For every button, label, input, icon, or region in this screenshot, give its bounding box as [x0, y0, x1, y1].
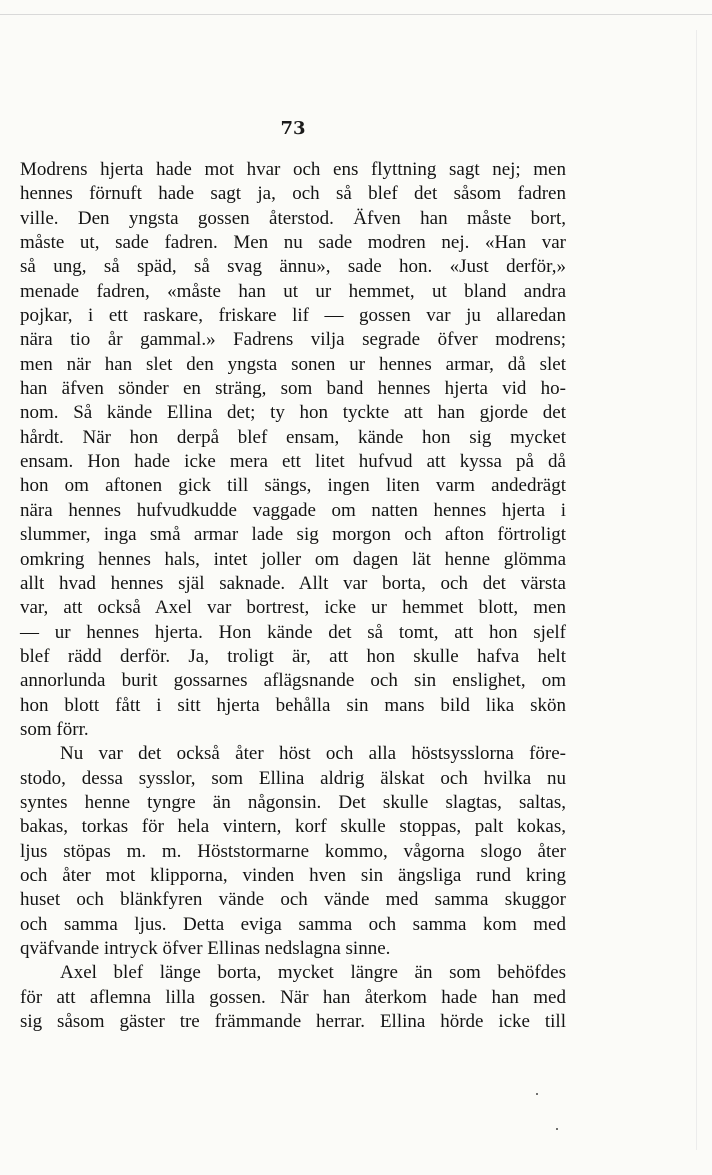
text-line: nära hennes hufvudkudde vaggade om natten hennes hjerta i	[20, 499, 566, 521]
text-line: syntes henne tyngre än någonsin. Det skulle slagtas, saltas,	[20, 791, 566, 813]
text-line: pojkar, i ett raskare, friskare lif — gossen var ju allaredan	[20, 305, 566, 327]
text-line: ljus stöpas m. m. Höststormarne kommo, vågorna slogo åter	[20, 840, 566, 862]
text-line: för att aflemna lilla gossen. När han återkom hade han med	[20, 986, 566, 1008]
paragraph-start-line: Nu var det också åter höst och alla höstsysslorna före-	[60, 743, 566, 765]
text-line: nära tio år gammal.» Fadrens vilja segrade öfver modrens;	[20, 329, 566, 351]
body-text	[20, 158, 566, 1034]
text-line: hennes förnuft hade sagt ja, och så blef det såsom fadren	[20, 183, 566, 205]
text-line: hårdt. När hon derpå blef ensam, kände hon sig mycket	[20, 426, 566, 448]
text-line: han äfven sönder en sträng, som band hennes hjerta vid ho-	[20, 378, 566, 400]
print-speck	[536, 1093, 538, 1095]
text-line: så ung, så späd, så svag ännu», sade hon. «Just derför,»	[20, 256, 566, 278]
text-line: huset och blänkfyren vände och vände med samma skuggor	[20, 889, 566, 911]
text-line: Modrens hjerta hade mot hvar och ens flyttning sagt nej; men	[20, 159, 566, 180]
text-line: omkring hennes hals, intet joller om dagen lät henne glömma	[20, 548, 566, 570]
text-line: sig såsom gäster tre främmande herrar. Ellina hörde icke till	[20, 1011, 566, 1033]
top-edge-rule	[0, 14, 712, 15]
text-line: ville. Den yngsta gossen återstod. Äfven han måste bort,	[20, 207, 566, 229]
right-edge-rule	[696, 30, 697, 1150]
text-line: var, att också Axel var bortrest, icke ur hemmet blott, men	[20, 597, 566, 619]
text-line: hon om aftonen gick till sängs, ingen liten varm andedrägt	[20, 475, 566, 497]
text-line: men när han slet den yngsta sonen ur hennes armar, då slet	[20, 353, 566, 375]
text-line: hon blott fått i sitt hjerta behålla sin mans bild lika skön	[20, 694, 566, 716]
page-number: 73	[280, 118, 306, 139]
text-line: — ur hennes hjerta. Hon kände det så tomt, att hon sjelf	[20, 621, 566, 643]
text-line: och samma ljus. Detta eviga samma och samma kom med	[20, 913, 566, 935]
paragraph-end-line: som förr.	[20, 718, 89, 740]
paragraph-start-line: Axel blef länge borta, mycket längre än som behöfdes	[60, 962, 566, 984]
text-line: stodo, dessa sysslor, som Ellina aldrig älskat och hvilka nu	[20, 767, 566, 789]
text-line: nom. Så kände Ellina det; ty hon tyckte att han gjorde det	[20, 402, 566, 424]
text-line: och åter mot klipporna, vinden hven sin ängsliga rund kring	[20, 864, 566, 886]
paragraph-end-line: qväfvande intryck öfver Ellinas nedslagna sinne.	[20, 938, 391, 959]
text-line: allt hvad hennes själ saknade. Allt var borta, och det värsta	[20, 572, 566, 594]
text-line: annorlunda burit gossarnes aflägsnande och sin enslighet, om	[20, 670, 566, 692]
text-line: slummer, inga små armar lade sig morgon och afton förtroligt	[20, 524, 566, 546]
text-line: ensam. Hon hade icke mera ett litet hufvud att kyssa på då	[20, 451, 566, 473]
print-speck	[556, 1128, 558, 1130]
text-line: bakas, torkas för hela vintern, korf skulle stoppas, palt kokas,	[20, 816, 566, 838]
text-line: måste ut, sade fadren. Men nu sade modren nej. «Han var	[20, 232, 566, 254]
text-line: menade fadren, «måste han ut ur hemmet, ut bland andra	[20, 280, 566, 302]
text-line: blef rädd derför. Ja, troligt är, att hon skulle hafva helt	[20, 645, 566, 667]
